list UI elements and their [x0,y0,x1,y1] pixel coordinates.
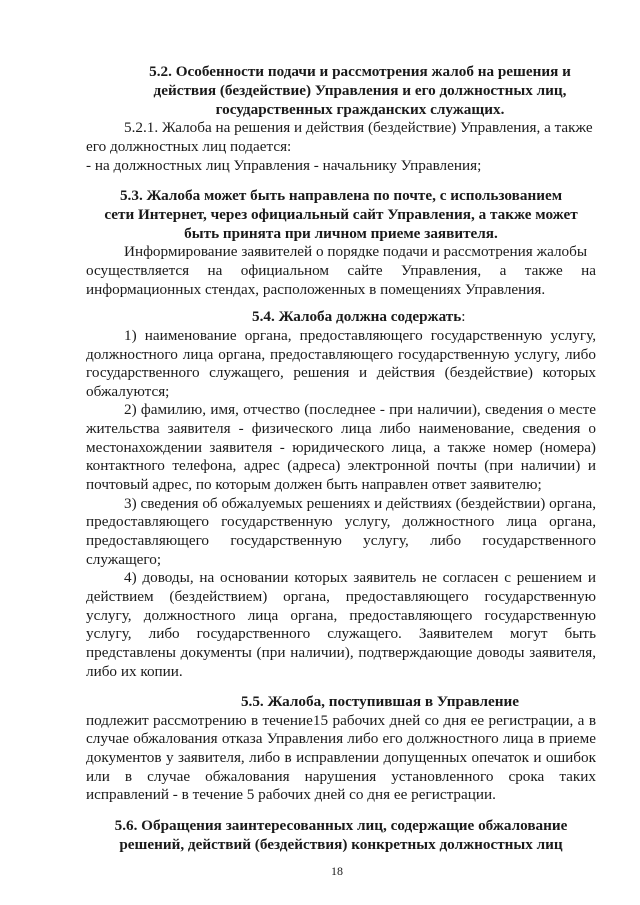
heading-line: государственных гражданских служащих. [215,101,505,118]
section-5-2-heading-l3 [140,101,580,120]
list-line: 4) доводы, на основании которых заявитель не согласен с решением и [124,569,596,586]
list-line: государственного служащего, решения и действия (бездействие) которых [86,364,596,381]
list-line: 2) фамилию, имя, отчество (последнее - при наличии), сведения о месте [124,401,596,418]
heading-colon: : [461,308,466,325]
section-5-5-heading: 5.5. Жалоба, поступившая в Управление [240,693,520,710]
paragraph-line: или в случае обжалования нарушения установленного срока таких [86,768,596,785]
section-5-6-heading: 5.6. Обращения заинтересованных лиц, содержащие обжалование [114,817,568,834]
list-line: услугу, либо государственного служащего. Заявителем могут быть [86,625,596,642]
list-line: действием (бездействием) органа, предоставляющего государственную [86,588,596,605]
list-line: жительства заявителя - физического лица либо наименование, сведения о [86,420,596,437]
list-line: почтовый адрес, по которым должен быть направлен ответ заявителю; [86,476,542,493]
heading-line: действия (бездействие) Управления и его должностных лиц, [153,82,567,99]
paragraph-line: случае обжалования отказа Управления либо его должностного лица в приеме [86,730,596,747]
section-5-4-title: 5.4. Жалоба должна содержать [252,308,462,325]
section-5-3-heading-l3: быть принята при личном приеме заявителя. [184,225,498,242]
section-5-3-heading: 5.3. Жалоба может быть направлена по почте, с использованием [119,187,563,204]
list-line: служащего; [86,551,162,568]
section-5-3-heading-l2: сети Интернет, через официальный сайт Управления, а также может [104,206,578,223]
paragraph-line: Информирование заявителей о порядке подачи и рассмотрения жалобы [124,243,588,260]
section-5-6-heading-l2: решений, действий (бездействия) конкретных должностных лиц [119,836,563,853]
list-line: 1) наименование органа, предоставляющего государственную услугу, [124,327,596,344]
list-line: услугу, должностного лица органа, предоставляющего государственную [86,607,596,624]
paragraph-line: исправлений - в течение 5 рабочих дней со дня ее регистрации. [86,786,496,803]
list-line: должностного лица органа, предоставляющего государственную услугу, либо [86,346,596,363]
list-line: представлены документы (при наличии), подтверждающие доводы заявителя, [86,644,596,661]
section-5-2-heading [140,63,580,82]
paragraph-line: информационных стендах, расположенных в помещениях Управления. [86,281,546,298]
paragraph-line: 5.2.1. Жалоба на решения и действия (бездействие) Управления, а также [124,119,593,136]
list-line: либо их копии. [86,663,183,680]
paragraph-line: документов у заявителя, либо в исправлении допущенных опечаток и ошибок [86,749,596,766]
paragraph-line: подлежит рассмотрению в течение15 рабочих дней со дня ее регистрации, а в [86,712,596,729]
heading-line: 5.2. Особенности подачи и рассмотрения жалоб на решения и [149,63,571,80]
list-line: обжалуются; [86,383,170,400]
list-line: предоставляющего государственную услугу, должностного лица органа, [86,513,596,530]
paragraph-line: его должностных лиц подается: [86,138,292,155]
list-line: 3) сведения об обжалуемых решениях и действиях (бездействии) органа, [124,495,596,512]
paragraph-line: осуществляется на официальном сайте Управления, а также на [86,262,596,279]
section-5-2-heading-l2 [140,82,580,101]
paragraph-line: - на должностных лиц Управления - начальнику Управления; [86,157,482,174]
section-5-4-heading [252,308,466,327]
list-line: контактного телефона, адрес (адреса) электронной почты (при наличии) и [86,457,596,474]
list-line: местонахождении заявителя - юридического лица, а также номер (номера) [86,439,596,456]
page-number: 18 [331,864,343,878]
list-line: предоставляющего государственную услугу, либо государственного [86,532,596,549]
